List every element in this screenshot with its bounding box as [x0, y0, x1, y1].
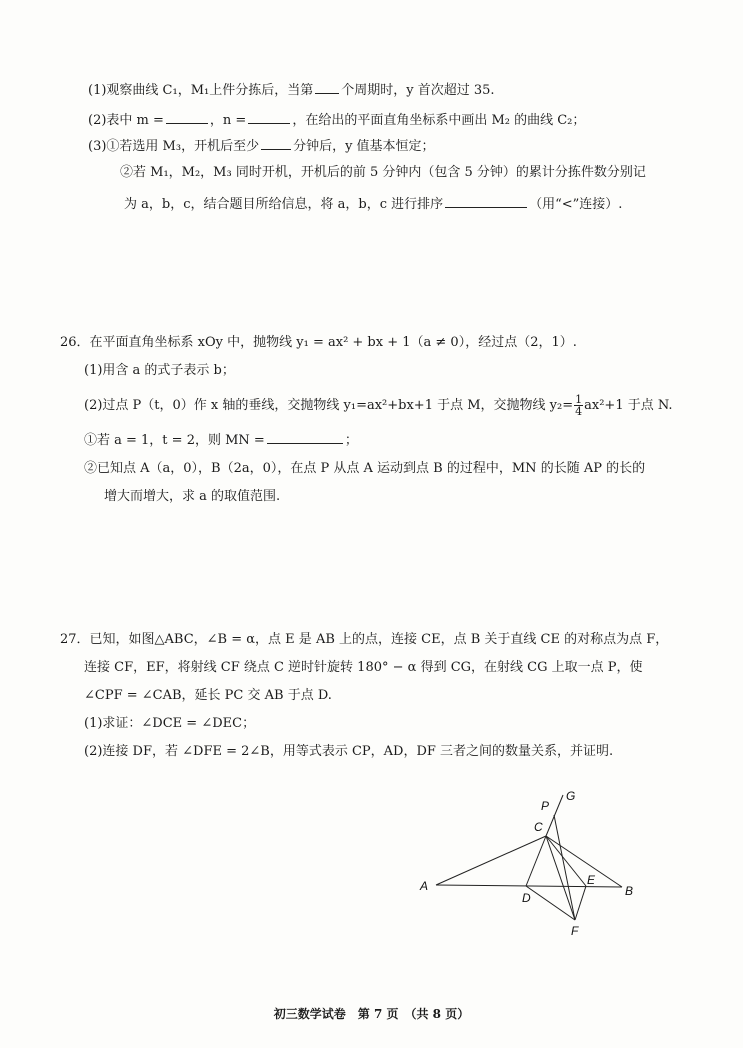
- label-G: G: [566, 789, 576, 803]
- answer-blank: [261, 136, 291, 150]
- q25-part3: (3)①若选用 M₃，开机后至少 分钟后，y 值基本恒定；: [88, 136, 435, 156]
- label-B: B: [625, 884, 634, 898]
- page-footer: 初三数学试卷 第 7 页 （共 8 页）: [273, 1007, 470, 1021]
- label-P: P: [541, 799, 550, 813]
- q25-part3-2-cont: 为 a，b，c，结合题目所给信息，将 a，b，c 进行排序 （用“<”连接）.: [124, 194, 622, 214]
- segment-CD: [526, 836, 546, 886]
- segment-BC: [546, 836, 622, 887]
- segment-CE: [546, 836, 586, 886]
- q27-part2: (2)连接 DF，若 ∠DFE = 2∠B，用等式表示 CP，AD，DF 三者之间的数量关系，并证明.: [84, 744, 614, 759]
- answer-blank: [445, 194, 527, 208]
- ray-CG: [546, 795, 563, 836]
- segment-CF: [546, 836, 575, 920]
- answer-blank: [166, 110, 208, 124]
- q26-stem: 26．在平面直角坐标系 xOy 中，抛物线 y₁ = ax² + bx + 1（a ≠ 0），经过点（2，1）.: [60, 335, 577, 350]
- segment-PF: [554, 815, 575, 920]
- q26-part2-2-cont: 增大而增大，求 a 的取值范围.: [104, 489, 281, 504]
- q26-part2-2: ②已知点 A（a，0），B（2a，0），在点 P 从点 A 运动到点 B 的过程中，MN 的长随 AP 的长的: [84, 461, 646, 476]
- q25-part3-2: ②若 M₁，M₂，M₃ 同时开机，开机后的前 5 分钟内（包含 5 分钟）的累计分拣件数分别记: [120, 165, 646, 180]
- label-D: D: [522, 891, 531, 905]
- q27-stem-line2: 连接 CF，EF，将射线 CF 绕点 C 逆时针旋转 180° − α 得到 CG，在射线 CG 上取一点 P，使: [84, 660, 643, 675]
- q25-part1: (1)观察曲线 C₁，M₁上件分拣后，当第 个周期时，y 首次超过 35.: [88, 80, 495, 100]
- q27-part1: (1)求证：∠DCE = ∠DEC；: [84, 716, 256, 731]
- q26-part1: (1)用含 a 的式子表示 b；: [84, 363, 235, 378]
- q27-stem-line3: ∠CPF = ∠CAB，延长 PC 交 AB 于点 D.: [84, 688, 332, 703]
- q25-part2: (2)表中 m = ，n = ，在给出的平面直角坐标系中画出 M₂ 的曲线 C₂；: [88, 110, 585, 130]
- q26-part2: (2)过点 P（t，0）作 x 轴的垂线，交抛物线 y₁=ax²+bx+1 于点 M，交抛物线 y₂= $\frac{1}{4}$ ax²+1 于点 N.: [84, 393, 673, 418]
- fraction-one-quarter: $\frac{1}{4}$: [575, 393, 583, 418]
- label-A: A: [420, 879, 429, 893]
- label-E: E: [587, 873, 596, 887]
- answer-blank: [267, 430, 343, 444]
- q26-part2-1: ①若 a = 1，t = 2，则 MN = ；: [84, 430, 358, 450]
- label-C: C: [534, 820, 543, 834]
- segment-AB: [436, 885, 622, 887]
- q27-stem-line1: 27．已知，如图△ABC，∠B = α，点 E 是 AB 上的点，连接 CE，点 B 关于直线 CE 的对称点为点 F，: [60, 632, 669, 647]
- label-F: F: [571, 924, 579, 938]
- segment-AC: [436, 836, 546, 885]
- segment-DF: [526, 886, 575, 920]
- segment-EF: [575, 886, 586, 920]
- answer-blank: [248, 110, 290, 124]
- answer-blank: [315, 80, 339, 94]
